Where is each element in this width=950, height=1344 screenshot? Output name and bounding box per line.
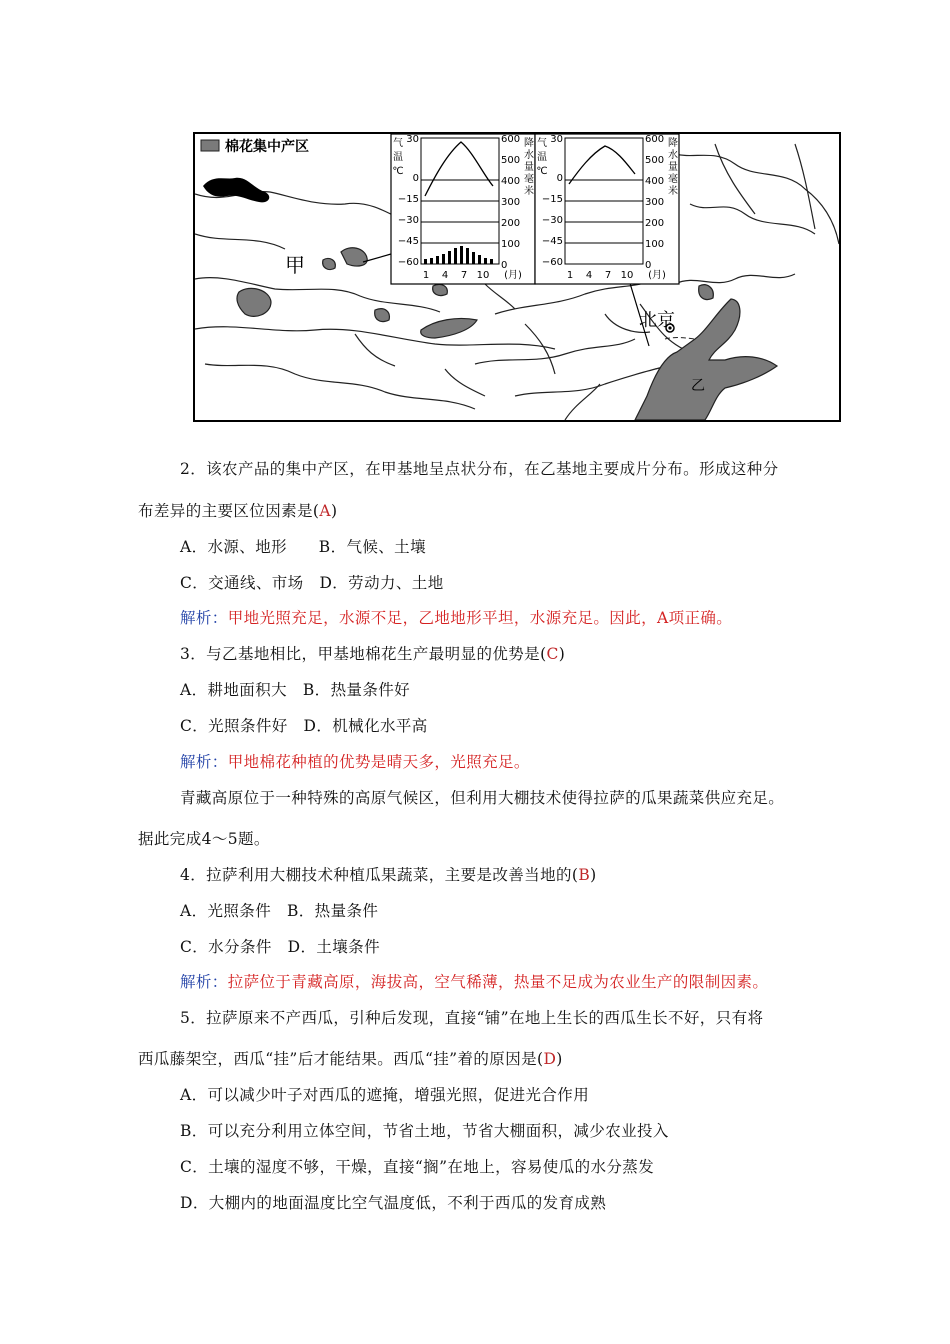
chart-2-precip-label — [668, 136, 678, 197]
c2-precip-label-3: 量 — [668, 162, 678, 173]
q2-stem-line2 — [138, 500, 337, 522]
c2-x-unit: (月) — [648, 270, 666, 281]
climate-chart-1 — [391, 134, 535, 284]
c2-pt-2: 400 — [645, 176, 665, 187]
q4-options-ab: A．光照条件 B．热量条件 — [180, 902, 379, 920]
c1-pt-3: 300 — [501, 197, 521, 208]
c1-tt-5: −45 — [397, 236, 419, 247]
chart-1-precip-label — [524, 136, 534, 197]
c2-temp-label-1: 气 — [537, 138, 547, 149]
c2-tt-0: 30 — [550, 134, 563, 145]
c2-pt-6: 0 — [645, 260, 652, 271]
q4-analysis-text: 拉萨位于青藏高原，海拔高，空气稀薄，热量不足成为农业生产的限制因素。 — [227, 973, 769, 991]
c1-tt-2: 0 — [412, 173, 419, 184]
lake-shape — [203, 178, 269, 203]
c2-tt-5: −45 — [541, 236, 563, 247]
q4-close: ) — [590, 866, 597, 884]
q5-option-a: A．可以减少叶子对西瓜的遮掩，增强光照，促进光合作用 — [180, 1086, 590, 1104]
c1-precip-label-4: 毫 — [524, 174, 534, 185]
c1-precip-label-2: 水 — [524, 150, 534, 161]
c1-pt-4: 200 — [501, 218, 521, 229]
q2-close: ) — [330, 502, 338, 520]
label-jia: 甲 — [285, 253, 305, 277]
q2-analysis — [180, 607, 732, 629]
q2-stem-line1: 2．该农产品的集中产区，在甲基地呈点状分布，在乙基地主要成片分布。形成这种分 — [180, 460, 779, 478]
q4-options-cd: C．水分条件 D．土壤条件 — [180, 938, 380, 956]
c2-precip-label-4: 毫 — [668, 174, 678, 185]
label-beijing: 北京 — [639, 310, 675, 331]
legend-swatch — [201, 140, 219, 151]
q4-answer: B — [578, 866, 591, 884]
q3-stem-text: 3．与乙基地相比，甲基地棉花生产最明显的优势是( — [180, 645, 547, 663]
q5-option-c: C．土壤的湿度不够，干燥，直接“搁”在地上，容易使瓜的水分蒸发 — [180, 1158, 655, 1176]
c2-pt-3: 300 — [645, 197, 665, 208]
c1-precip-label-3: 量 — [524, 162, 534, 173]
cotton-map-figure — [193, 132, 841, 422]
q3-analysis — [180, 751, 530, 773]
q5-stem-text: 西瓜藤架空，西瓜“挂”后才能结果。西瓜“挂”着的原因是( — [138, 1050, 544, 1068]
climate-chart-2 — [535, 134, 679, 284]
c2-temp-label-2: 温 — [537, 152, 547, 163]
q5-stem-line2 — [138, 1048, 563, 1070]
c2-pt-1: 500 — [645, 155, 665, 166]
c2-pt-0: 600 — [645, 134, 665, 145]
c2-tt-2: 0 — [556, 173, 563, 184]
c1-temp-label-3: ℃ — [392, 166, 404, 177]
q2-options-cd: C．交通线、市场 D．劳动力、土地 — [180, 574, 444, 592]
c2-tt-3: −15 — [541, 194, 563, 205]
c1-x-1: 4 — [441, 270, 449, 281]
q5-answer: D — [543, 1050, 557, 1068]
q2-analysis-text: 甲地光照充足，水源不足，乙地地形平坦，水源充足。因此，A项正确。 — [227, 609, 733, 627]
chart-2-temp-label — [536, 137, 547, 177]
q5-close: ) — [556, 1050, 563, 1068]
c2-precip-label-5: 米 — [668, 186, 678, 197]
c1-tt-3: −15 — [397, 194, 419, 205]
q3-answer: C — [546, 645, 559, 663]
q3-analysis-text: 甲地棉花种植的优势是晴天多，光照充足。 — [227, 753, 530, 771]
q4-stem — [180, 864, 597, 886]
c2-pt-5: 100 — [645, 239, 665, 250]
q2-stem-text: 布差异的主要区位因素是( — [138, 502, 320, 520]
q3-options-cd: C．光照条件好 D．机械化水平高 — [180, 717, 428, 735]
q3-close: ) — [558, 645, 566, 663]
c1-tt-4: −30 — [397, 215, 419, 226]
q2-options-ab: A．水源、地形 B．气候、土壤 — [180, 538, 426, 556]
c1-tt-0: 30 — [406, 134, 419, 145]
c2-precip-label-2: 水 — [668, 150, 678, 161]
c1-temp-label-2: 温 — [393, 152, 403, 163]
c2-temp-label-3: ℃ — [536, 166, 548, 177]
c1-x-3: 10 — [476, 270, 490, 281]
c2-pt-4: 200 — [645, 218, 665, 229]
c2-x-3: 10 — [620, 270, 634, 281]
c2-tt-4: −30 — [541, 215, 563, 226]
chart-1-temp-label — [392, 137, 403, 177]
c1-temp-label-1: 气 — [393, 138, 403, 149]
q3-options-ab: A．耕地面积大 B．热量条件好 — [180, 681, 411, 699]
c1-precip-label-1: 降 — [524, 138, 534, 149]
c1-x-unit: (月) — [504, 270, 522, 281]
q3-stem — [180, 643, 565, 665]
q4-stem-text: 4．拉萨利用大棚技术种植瓜果蔬菜，主要是改善当地的( — [180, 866, 579, 884]
c1-pt-2: 400 — [501, 176, 521, 187]
c1-pt-1: 500 — [501, 155, 521, 166]
c1-x-2: 7 — [460, 270, 468, 281]
map-svg — [195, 134, 839, 420]
c2-x-0: 1 — [566, 270, 574, 281]
c1-pt-0: 600 — [501, 134, 521, 145]
q4-analysis — [180, 971, 768, 993]
c2-precip-label-1: 降 — [668, 138, 678, 149]
label-yi: 乙 — [691, 378, 705, 394]
c1-tt-6: −60 — [397, 257, 419, 268]
q3-analysis-label: 解析： — [180, 753, 228, 771]
c2-x-1: 4 — [585, 270, 593, 281]
q5-option-b: B．可以充分利用立体空间，节省土地，节省大棚面积，减少农业投入 — [180, 1122, 669, 1140]
c2-tt-6: −60 — [541, 257, 563, 268]
c1-precip-label-5: 米 — [524, 186, 534, 197]
intro-line1: 青藏高原位于一种特殊的高原气候区，但利用大棚技术使得拉萨的瓜果蔬菜供应充足。 — [180, 789, 785, 807]
q5-option-d: D．大棚内的地面温度比空气温度低，不利于西瓜的发育成熟 — [180, 1194, 607, 1212]
c1-x-0: 1 — [422, 270, 430, 281]
q4-analysis-label: 解析： — [180, 973, 228, 991]
intro-line2: 据此完成4～5题。 — [138, 830, 270, 848]
legend-label: 棉花集中产区 — [225, 139, 309, 155]
q2-analysis-label: 解析： — [180, 609, 228, 627]
c1-pt-5: 100 — [501, 239, 521, 250]
c1-pt-6: 0 — [501, 260, 508, 271]
q2-answer: A — [319, 502, 331, 520]
c2-x-2: 7 — [604, 270, 612, 281]
q5-stem-line1: 5．拉萨原来不产西瓜，引种后发现，直接“铺”在地上生长的西瓜生长不好，只有将 — [180, 1009, 764, 1027]
